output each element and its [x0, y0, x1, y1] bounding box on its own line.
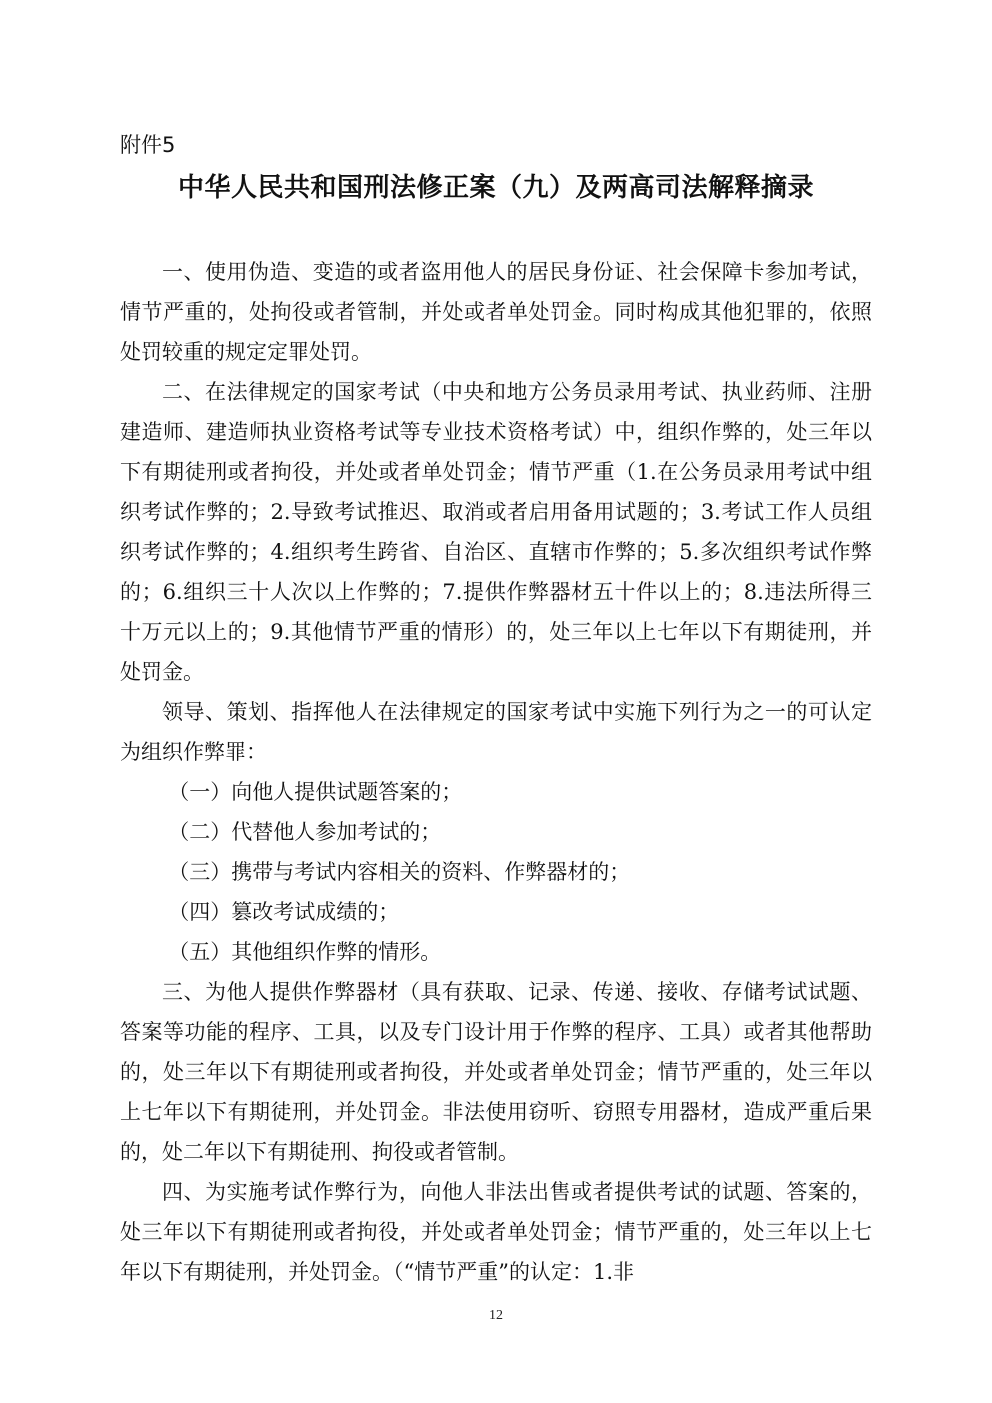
list-item: （三）携带与考试内容相关的资料、作弊器材的； [168, 860, 631, 884]
paragraph-4: 三、为他人提供作弊器材（具有获取、记录、传递、接收、存储考试试题、答案等功能的程序、工具，以及专门设计用于作弊的程序、工具）或者其他帮助的，处三年以下有期徒刑或者拘役，并处或者单处罚金；情节严重的，处三年以上七年以下有期徒刑，并处罚金。非法使用窃听、窃照专用器材，造成严重后果的，处二年以下有期徒刑、拘役或者管制。 [120, 980, 872, 1164]
document-body [120, 252, 872, 1292]
paragraph-1: 一、使用伪造、变造的或者盗用他人的居民身份证、社会保障卡参加考试，情节严重的，处拘役或者管制，并处或者单处罚金。同时构成其他犯罪的，依照处罚较重的规定定罪处罚。 [120, 260, 872, 364]
page-number: 12 [489, 1308, 503, 1323]
paragraph-2: 二、在法律规定的国家考试（中央和地方公务员录用考试、执业药师、注册建造师、建造师执业资格考试等专业技术资格考试）中，组织作弊的，处三年以下有期徒刑或者拘役，并处或者单处罚金；情节严重（1.在公务员录用考试中组织考试作弊的；2.导致考试推迟、取消或者启用备用试题的；3.考试工作人员组织考试作弊的；4.组织考生跨省、自治区、直辖市作弊的；5.多次组织考试作弊的；6.组织三十人次以上作弊的；7.提供作弊器材五十件以上的；8.违法所得三十万元以上的；9.其他情节严重的情形）的，处三年以上七年以下有期徒刑，并处罚金。 [120, 380, 872, 684]
document-title: 中华人民共和国刑法修正案（九）及两高司法解释摘录 [177, 173, 814, 203]
list-item: （四）篡改考试成绩的； [168, 900, 400, 924]
paragraph-5: 四、为实施考试作弊行为，向他人非法出售或者提供考试的试题、答案的，处三年以下有期徒刑或者拘役，并处或者单处罚金；情节严重的，处三年以上七年以下有期徒刑，并处罚金。（“情节严重”的认定：1.非 [120, 1180, 872, 1284]
paragraph-3: 领导、策划、指挥他人在法律规定的国家考试中实施下列行为之一的可认定为组织作弊罪： [120, 700, 872, 764]
list-item: （五）其他组织作弊的情形。 [168, 940, 442, 964]
list-item: （二）代替他人参加考试的； [168, 820, 442, 844]
list-item: （一）向他人提供试题答案的； [168, 780, 463, 804]
attachment-label: 附件5 [120, 133, 176, 157]
